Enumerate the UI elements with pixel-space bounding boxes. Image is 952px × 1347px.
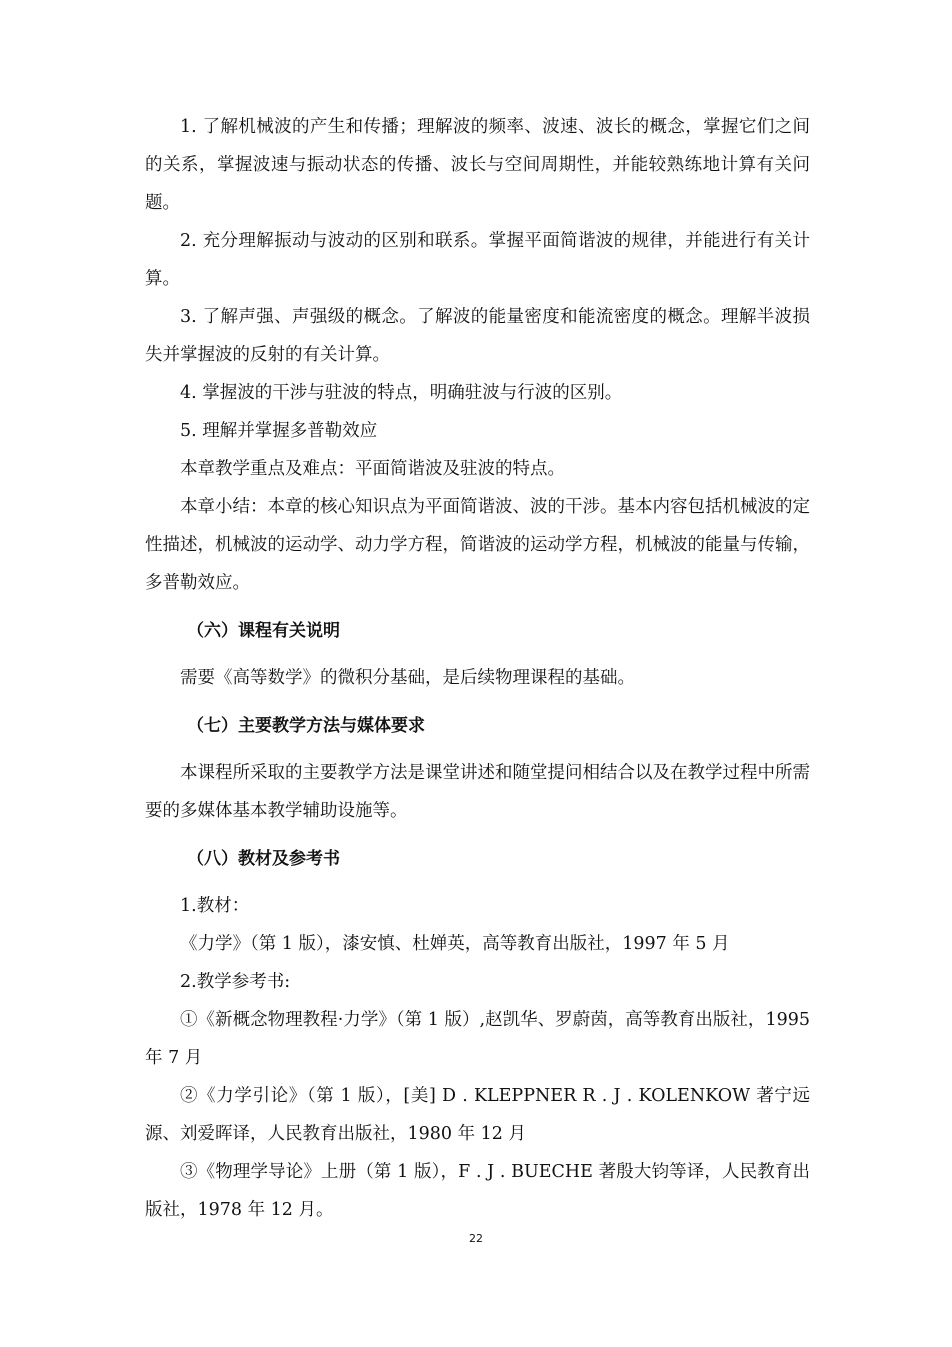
textbook-label: 1.教材： bbox=[180, 896, 250, 916]
page-content bbox=[145, 108, 810, 1229]
objective-2: 2. 充分理解振动与波动的区别和联系。掌握平面简谐波的规律，并能进行有关计算。 bbox=[145, 231, 810, 289]
page-number: 22 bbox=[469, 1232, 483, 1245]
references-label: 2.教学参考书: bbox=[180, 972, 291, 992]
key-points-paragraph: 本章教学重点及难点：平面简谐波及驻波的特点。 bbox=[180, 459, 565, 479]
section-6-text: 需要《高等数学》的微积分基础，是后续物理课程的基础。 bbox=[180, 668, 635, 688]
reference-3: ③《物理学导论》上册（第 1 版），F . J . BUECHE 著殷大钧等译，人民教育出版社，1978 年 12 月。 bbox=[145, 1162, 810, 1220]
objective-1: 1. 了解机械波的产生和传播；理解波的频率、波速、波长的概念，掌握它们之间的关系，掌握波速与振动状态的传播、波长与空间周期性，并能较熟练地计算有关问题。 bbox=[145, 117, 810, 213]
section-6-heading: （六）课程有关说明 bbox=[187, 621, 340, 641]
objective-4: 4. 掌握波的干涉与驻波的特点，明确驻波与行波的区别。 bbox=[180, 383, 623, 403]
section-8-heading: （八）教材及参考书 bbox=[187, 849, 340, 869]
objective-5: 5. 理解并掌握多普勒效应 bbox=[180, 421, 378, 441]
section-7-text: 本课程所采取的主要教学方法是课堂讲述和随堂提问相结合以及在教学过程中所需要的多媒体基本教学辅助设施等。 bbox=[145, 763, 810, 821]
section-7-heading: （七）主要教学方法与媒体要求 bbox=[187, 716, 425, 736]
objective-3: 3. 了解声强、声强级的概念。了解波的能量密度和能流密度的概念。理解半波损失并掌握波的反射的有关计算。 bbox=[145, 307, 810, 365]
chapter-summary-paragraph: 本章小结：本章的核心知识点为平面简谐波、波的干涉。基本内容包括机械波的定性描述，机械波的运动学、动力学方程，简谐波的运动学方程，机械波的能量与传输，多普勒效应。 bbox=[145, 497, 810, 593]
reference-1: ①《新概念物理教程·力学》（第 1 版）,赵凯华、罗蔚茵，高等教育出版社，1995 年 7 月 bbox=[145, 1010, 810, 1068]
reference-2: ②《力学引论》（第 1 版），[美] D . KLEPPNER R . J . KOLENKOW 著宁远源、刘爱晖译，人民教育出版社，1980 年 12 月 bbox=[145, 1086, 810, 1144]
textbook-entry: 《力学》（第 1 版），漆安慎、杜婵英，高等教育出版社，1997 年 5 月 bbox=[180, 934, 730, 954]
